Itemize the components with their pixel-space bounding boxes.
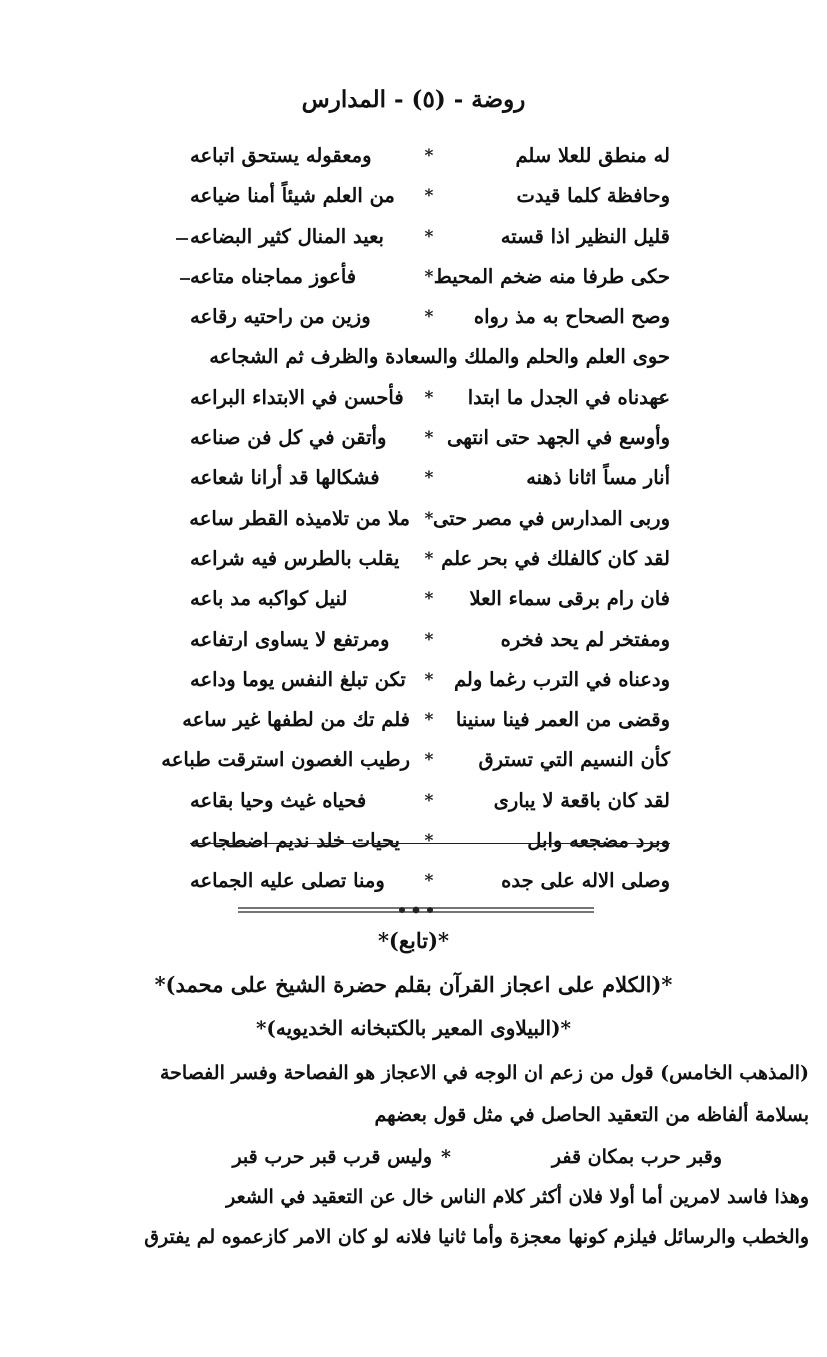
verse-first-hemistich: له منطق للعلا سلم bbox=[515, 144, 670, 167]
verse-first-hemistich: كأن النسيم التي تسترق bbox=[478, 748, 670, 772]
continuation-label: *(تابع)* bbox=[377, 928, 450, 953]
verse-separator-star: * bbox=[424, 226, 434, 247]
verse-second-hemistich: فشكالها قد أرانا شعاعه bbox=[190, 466, 380, 490]
verse-second-hemistich: تكن تبلغ النفس يوما وداعه bbox=[190, 667, 406, 691]
verse-separator-star: * bbox=[424, 387, 434, 408]
verse-first-hemistich: ومفتخر لم يحد فخره bbox=[500, 627, 670, 651]
verse-full-line: حوى العلم والحلم والملك والسعادة والظرف ثم الشجاعه bbox=[209, 345, 670, 369]
margin-mark bbox=[656, 398, 664, 400]
verse-separator-star: * bbox=[424, 790, 434, 811]
article-title: *(الكلام على اعجاز القرآن بقلم حضرة الشيخ على محمد)* bbox=[154, 972, 673, 997]
verse-second-hemistich: فأعوز مماجناه متاعه bbox=[190, 264, 357, 288]
verse-second-hemistich: من العلم شيئاً أمنا ضياعه bbox=[190, 184, 395, 208]
verse-first-hemistich: وبرد مضجعه وابل bbox=[527, 829, 670, 853]
quoted-verse-left: وليس قرب قبر حرب قبر bbox=[232, 1146, 432, 1168]
poem-verse bbox=[190, 138, 670, 178]
verse-second-hemistich: لنيل كواكبه مد باعه bbox=[190, 587, 348, 611]
verse-first-hemistich: وأوسع في الجهد حتى انتهى bbox=[446, 426, 670, 450]
verse-first-hemistich: حكى طرفا منه ضخم المحيط bbox=[433, 264, 670, 288]
verse-second-hemistich: ملا من تلاميذه القطر ساعه bbox=[189, 506, 410, 530]
verse-first-hemistich: ودعناه في الترب رغما ولم bbox=[453, 667, 670, 691]
verse-second-hemistich: فلم تك من لطفها غير ساعه bbox=[182, 708, 410, 732]
verse-separator-star: * bbox=[424, 266, 434, 287]
verse-first-hemistich: لقد كان باقعة لا يبارى bbox=[493, 788, 670, 812]
verse-separator-star: * bbox=[424, 146, 434, 166]
margin-mark bbox=[176, 238, 188, 240]
verse-first-hemistich: وصح الصحاح به مذ رواه bbox=[473, 305, 670, 329]
verse-second-hemistich: بعيد المنال كثير البضاعه bbox=[190, 224, 384, 248]
poem-verse bbox=[190, 501, 670, 541]
poem-verse bbox=[182, 702, 670, 742]
verse-second-hemistich: ومنا تصلى عليه الجماعه bbox=[190, 869, 385, 893]
poem-verse bbox=[190, 219, 670, 259]
verse-second-hemistich: فأحسن في الابتداء البراعه bbox=[190, 385, 404, 409]
verse-first-hemistich: عهدناه في الجدل ما ابتدا bbox=[467, 385, 670, 409]
poem-verse bbox=[190, 339, 670, 379]
verse-separator-star: * bbox=[424, 629, 434, 650]
poem-verse bbox=[190, 622, 670, 662]
prose-line: والخطب والرسائل فيلزم كونها معجزة وأما ثانيا فلانه لو كان الامر كازعموه لم يفترق bbox=[144, 1226, 809, 1248]
verse-separator-star: * bbox=[424, 831, 434, 852]
verse-star: * bbox=[441, 1146, 451, 1168]
poem-verse bbox=[190, 662, 670, 702]
verse-second-hemistich: ومرتفع لا يساوى ارتفاعه bbox=[190, 627, 390, 651]
poem-verse bbox=[190, 541, 670, 581]
prose-line: (المذهب الخامس) قول من زعم ان الوجه في الاعجاز هو الفصاحة وفسر الفصاحة bbox=[159, 1062, 809, 1084]
verse-separator-star: * bbox=[424, 548, 434, 569]
verse-first-hemistich: لقد كان كالفلك في بحر علم bbox=[441, 546, 670, 570]
quoted-verse-right: وقبر حرب بمكان قفر bbox=[551, 1146, 722, 1168]
verse-separator-star: * bbox=[424, 871, 434, 892]
verse-first-hemistich: وربى المدارس في مصر حتى bbox=[432, 506, 670, 530]
verse-second-hemistich: وزين من راحتيه رقاعه bbox=[190, 305, 371, 329]
poem-verse bbox=[190, 823, 670, 863]
poem-verse bbox=[161, 742, 670, 782]
prose-line: بسلامة ألفاظه من التعقيد الحاصل في مثل قول بعضهم bbox=[374, 1104, 809, 1126]
poem-verse bbox=[190, 420, 670, 460]
verse-first-hemistich: وصلى الاله على جده bbox=[501, 869, 670, 893]
strike-through-line bbox=[190, 843, 670, 844]
verse-second-hemistich: رطيب الغصون استرقت طباعه bbox=[161, 748, 410, 772]
poem-verse bbox=[190, 863, 670, 903]
verse-second-hemistich: فحياه غيث وحيا بقاعه bbox=[190, 788, 367, 812]
verse-separator-star: * bbox=[424, 186, 434, 207]
verse-separator-star: * bbox=[424, 307, 434, 328]
verse-second-hemistich: يحيات خلد نديم اضطجاعه bbox=[190, 829, 400, 853]
verse-separator-star: * bbox=[424, 710, 434, 731]
verse-first-hemistich: قليل النظير اذا قسته bbox=[500, 224, 670, 248]
margin-mark bbox=[180, 278, 190, 280]
poem bbox=[161, 138, 670, 904]
verse-second-hemistich: وأتقن في كل فن صناعه bbox=[190, 426, 387, 450]
poem-verse bbox=[190, 299, 670, 339]
verse-separator-star: * bbox=[424, 508, 434, 529]
verse-second-hemistich: يقلب بالطرس فيه شراعه bbox=[190, 546, 400, 570]
prose-line: وهذا فاسد لامرين أما أولا فلان أكثر كلام الناس خال عن التعقيد في الشعر bbox=[226, 1186, 809, 1208]
poem-verse bbox=[190, 178, 670, 218]
poem-verse bbox=[190, 581, 670, 621]
verse-separator-star: * bbox=[424, 428, 434, 449]
verse-separator-star: * bbox=[424, 669, 434, 690]
verse-separator-star: * bbox=[424, 589, 434, 610]
verse-first-hemistich: أنار مساً اثانا ذهنه bbox=[526, 466, 670, 490]
poem-verse bbox=[190, 380, 670, 420]
page-header: روضة - (٥) - المدارس bbox=[301, 86, 526, 113]
verse-first-hemistich: فان رام برقى سماء العلا bbox=[469, 587, 670, 611]
verse-second-hemistich: ومعقوله يستحق اتباعه bbox=[190, 144, 372, 167]
verse-first-hemistich: وحافظة كلما قيدت bbox=[516, 184, 670, 208]
article-author: *(البيلاوى المعير بالكتبخانه الخديويه)* bbox=[255, 1016, 572, 1040]
poem-verse bbox=[190, 783, 670, 823]
poem-verse bbox=[190, 460, 670, 500]
section-divider bbox=[238, 906, 594, 914]
verse-separator-star: * bbox=[424, 750, 434, 771]
verse-separator-star: * bbox=[424, 468, 434, 489]
verse-first-hemistich: وقضى من العمر فينا سنينا bbox=[455, 708, 670, 732]
poem-verse bbox=[190, 259, 670, 299]
